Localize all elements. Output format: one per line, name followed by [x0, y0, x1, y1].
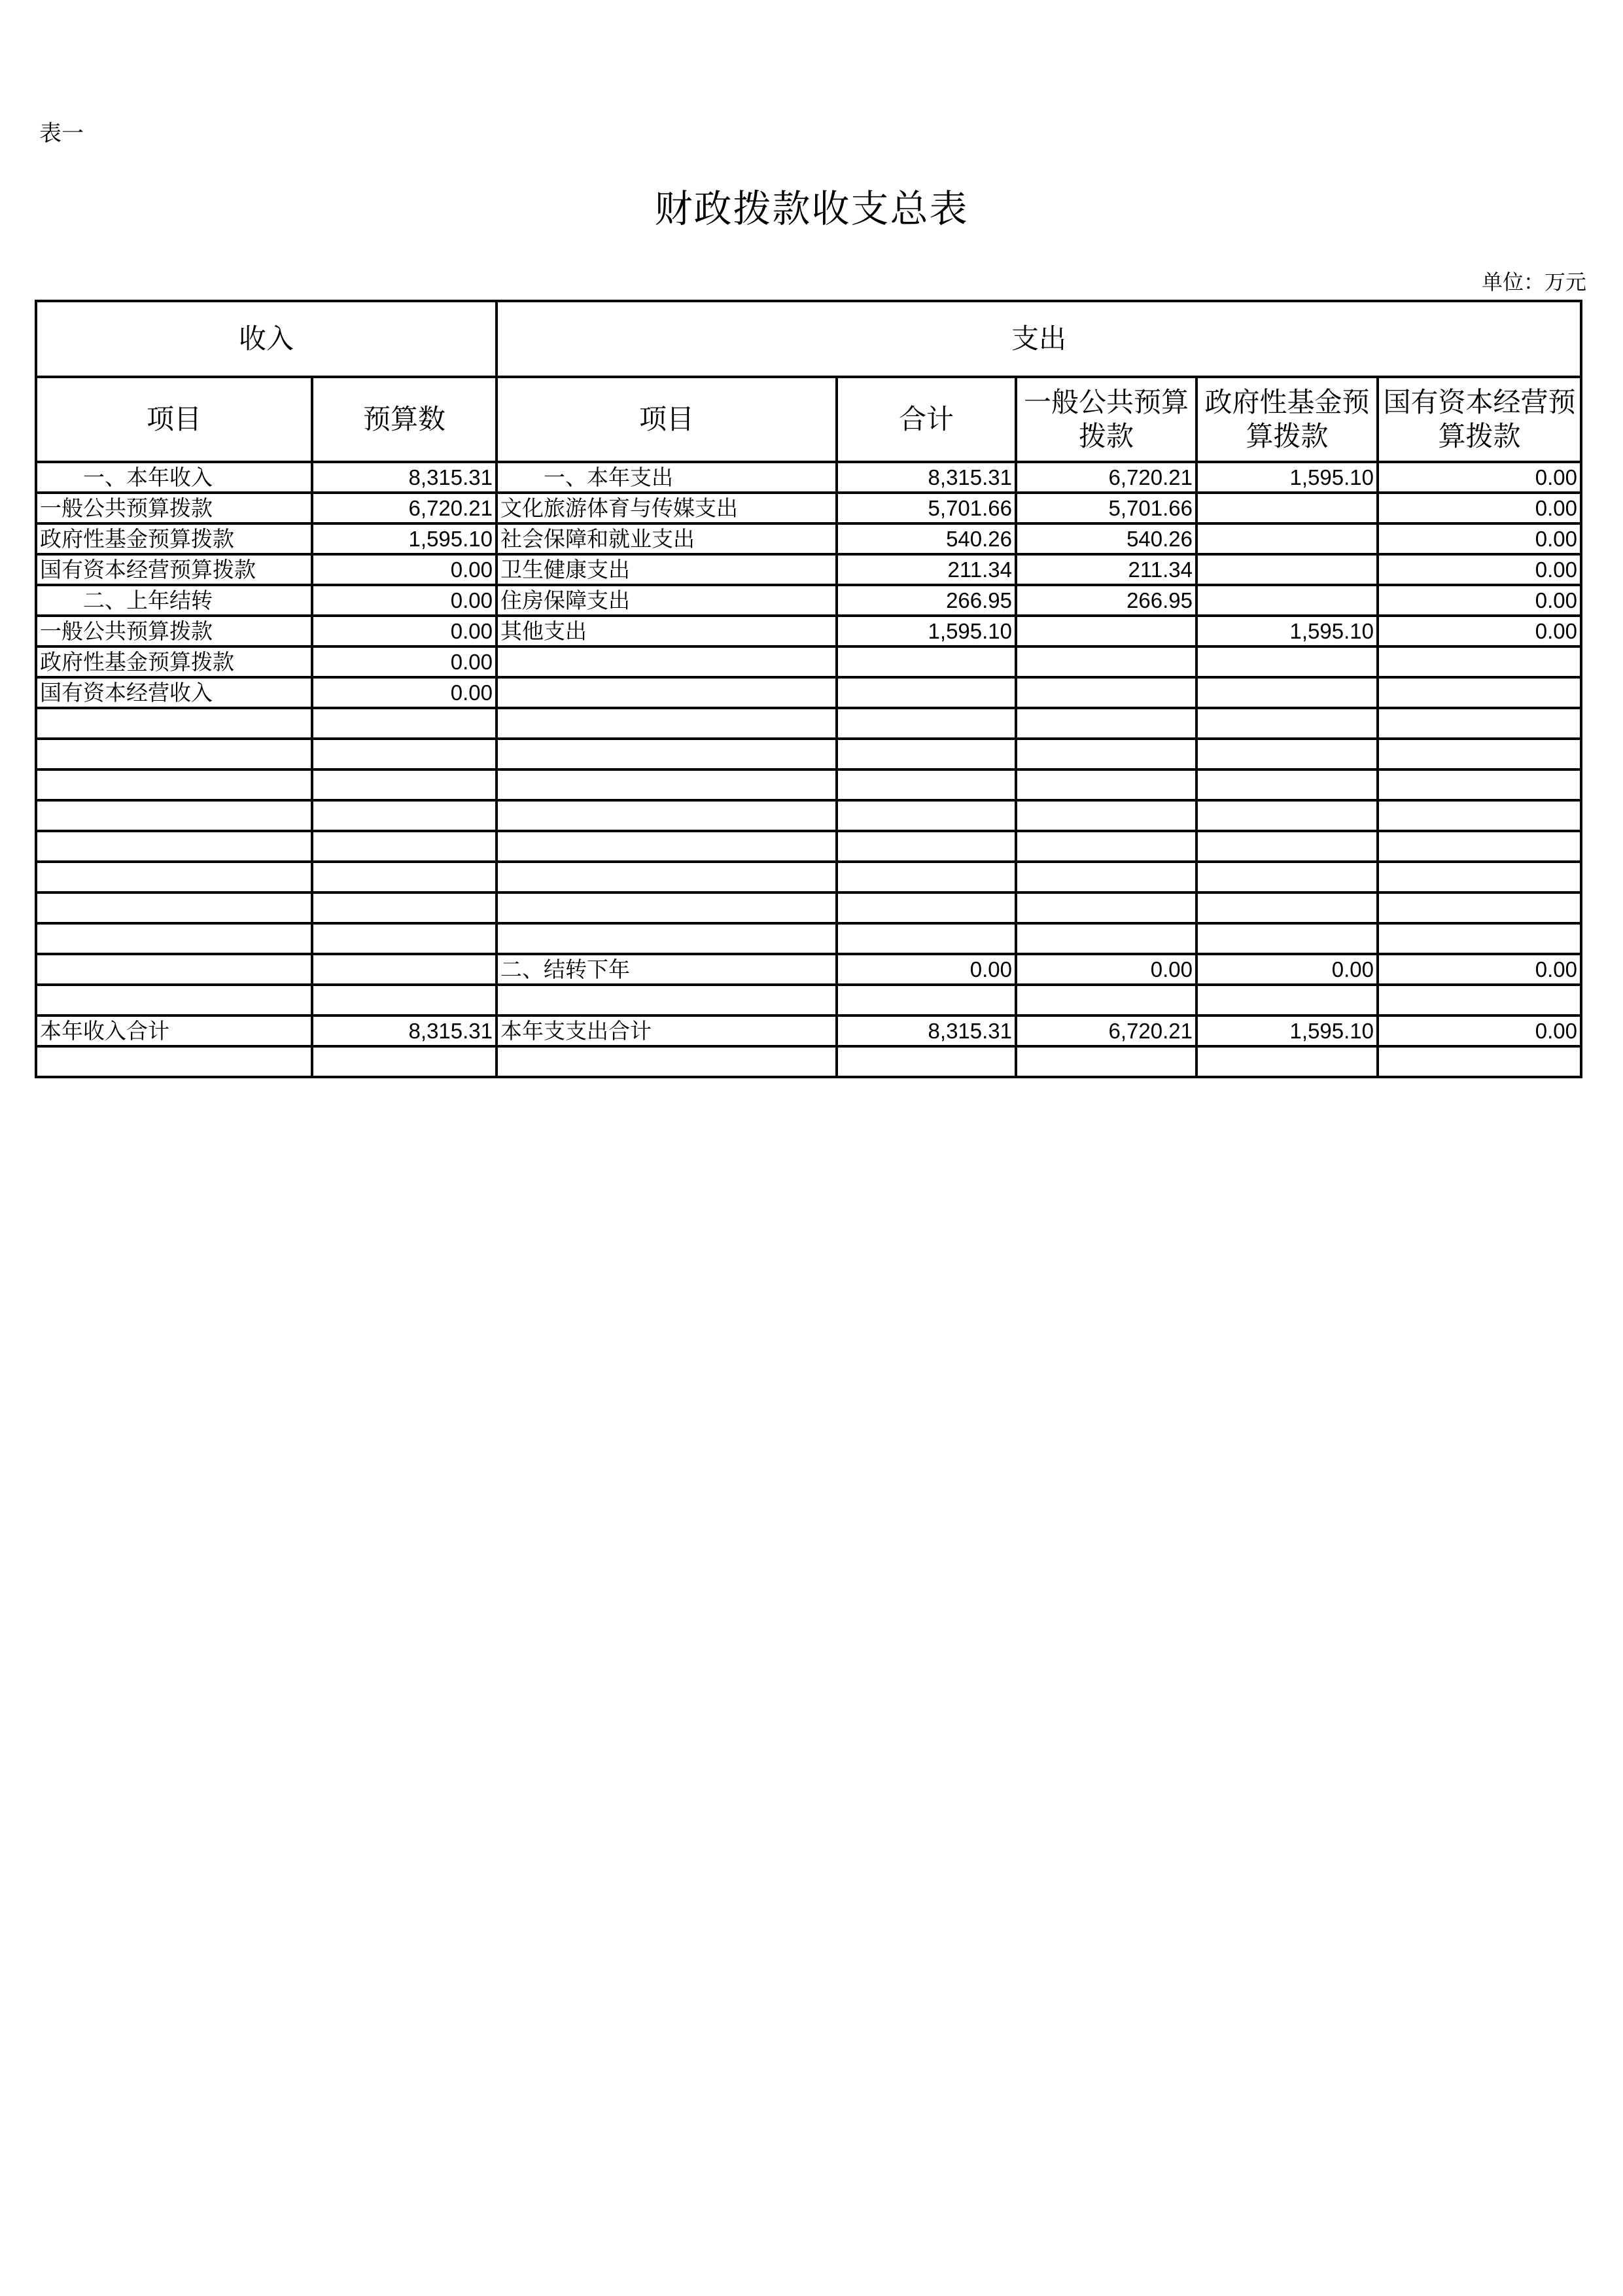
- exp-general-cell: [1016, 616, 1196, 646]
- exp-gov-fund-cell: [1196, 708, 1378, 739]
- exp-general-cell: [1016, 739, 1196, 769]
- exp-state-capital-cell: 0.00: [1378, 954, 1581, 985]
- exp-gov-fund-cell: [1196, 923, 1378, 954]
- exp-gov-fund-cell: [1196, 862, 1378, 892]
- income-budget-cell: 6,720.21: [312, 493, 497, 523]
- income-item-cell: 政府性基金预算拨款: [36, 523, 312, 554]
- income-item-cell: 二、上年结转: [36, 585, 312, 616]
- income-item-cell: 国有资本经营预算拨款: [36, 554, 312, 585]
- table-row: [36, 739, 1581, 769]
- income-item-cell: [36, 923, 312, 954]
- exp-state-capital-cell: 0.00: [1378, 616, 1581, 646]
- col-exp-state-capital-label: 国有资本经营预算拨款: [1383, 385, 1576, 452]
- table-row: [36, 708, 1581, 739]
- exp-item-cell: 本年支支出合计: [497, 1016, 837, 1046]
- income-budget-cell: 0.00: [312, 585, 497, 616]
- exp-total-cell: [837, 892, 1016, 923]
- income-budget-cell: [312, 1046, 497, 1077]
- income-item-cell: 一般公共预算拨款: [36, 616, 312, 646]
- income-item-cell: [36, 769, 312, 800]
- exp-total-cell: [837, 985, 1016, 1016]
- exp-general-cell: 211.34: [1016, 554, 1196, 585]
- exp-gov-fund-cell: [1196, 769, 1378, 800]
- exp-gov-fund-cell: [1196, 1046, 1378, 1077]
- table-row: [36, 892, 1581, 923]
- income-item-cell: 一、本年收入: [36, 462, 312, 493]
- exp-state-capital-cell: 0.00: [1378, 493, 1581, 523]
- exp-general-cell: [1016, 708, 1196, 739]
- exp-state-capital-cell: 0.00: [1378, 585, 1581, 616]
- col-income-budget: 预算数: [312, 377, 497, 462]
- income-budget-cell: [312, 769, 497, 800]
- income-budget-cell: [312, 985, 497, 1016]
- exp-state-capital-cell: [1378, 769, 1581, 800]
- exp-general-cell: 5,701.66: [1016, 493, 1196, 523]
- income-item-cell: 一般公共预算拨款: [36, 493, 312, 523]
- table-row: [36, 523, 1581, 554]
- exp-total-cell: [837, 831, 1016, 862]
- table-row: [36, 954, 1581, 985]
- exp-total-cell: 8,315.31: [837, 1016, 1016, 1046]
- table-row: [36, 616, 1581, 646]
- income-budget-cell: [312, 739, 497, 769]
- group-header-row: [36, 301, 1581, 377]
- exp-item-cell: [497, 769, 837, 800]
- exp-item-cell: 社会保障和就业支出: [497, 523, 837, 554]
- income-budget-cell: 0.00: [312, 616, 497, 646]
- exp-item-cell: [497, 892, 837, 923]
- table-row: [36, 985, 1581, 1016]
- exp-general-cell: [1016, 862, 1196, 892]
- table-row: [36, 677, 1581, 708]
- income-budget-cell: [312, 800, 497, 831]
- exp-state-capital-cell: [1378, 1046, 1581, 1077]
- income-budget-cell: 8,315.31: [312, 1016, 497, 1046]
- exp-gov-fund-cell: 1,595.10: [1196, 462, 1378, 493]
- exp-general-cell: [1016, 769, 1196, 800]
- income-budget-cell: 0.00: [312, 554, 497, 585]
- exp-general-cell: 540.26: [1016, 523, 1196, 554]
- exp-state-capital-cell: [1378, 739, 1581, 769]
- income-budget-cell: 0.00: [312, 646, 497, 677]
- exp-general-cell: [1016, 985, 1196, 1016]
- exp-total-cell: [837, 923, 1016, 954]
- exp-gov-fund-cell: [1196, 523, 1378, 554]
- table-row: [36, 1016, 1581, 1046]
- exp-general-cell: [1016, 923, 1196, 954]
- income-item-cell: 国有资本经营收入: [36, 677, 312, 708]
- income-item-cell: [36, 892, 312, 923]
- income-budget-cell: 0.00: [312, 677, 497, 708]
- exp-gov-fund-cell: [1196, 677, 1378, 708]
- exp-total-cell: [837, 739, 1016, 769]
- exp-item-cell: [497, 831, 837, 862]
- expenditure-group-header: 支出: [497, 301, 1581, 377]
- col-exp-total: 合计: [837, 377, 1016, 462]
- col-exp-general: [1016, 377, 1196, 462]
- table-row: [36, 493, 1581, 523]
- exp-state-capital-cell: [1378, 923, 1581, 954]
- exp-general-cell: 6,720.21: [1016, 462, 1196, 493]
- col-exp-state-capital: [1378, 377, 1581, 462]
- exp-total-cell: 540.26: [837, 523, 1016, 554]
- exp-item-cell: [497, 862, 837, 892]
- exp-state-capital-cell: [1378, 862, 1581, 892]
- exp-state-capital-cell: 0.00: [1378, 1016, 1581, 1046]
- table-row: [36, 646, 1581, 677]
- exp-state-capital-cell: [1378, 800, 1581, 831]
- exp-item-cell: [497, 800, 837, 831]
- income-budget-cell: [312, 831, 497, 862]
- income-item-cell: 政府性基金预算拨款: [36, 646, 312, 677]
- income-item-cell: [36, 708, 312, 739]
- exp-general-cell: [1016, 646, 1196, 677]
- exp-general-cell: [1016, 800, 1196, 831]
- exp-state-capital-cell: [1378, 708, 1581, 739]
- table-row: [36, 923, 1581, 954]
- col-exp-item: 项目: [497, 377, 837, 462]
- exp-gov-fund-cell: [1196, 985, 1378, 1016]
- table-row: [36, 800, 1581, 831]
- exp-total-cell: 211.34: [837, 554, 1016, 585]
- exp-total-cell: [837, 1046, 1016, 1077]
- exp-item-cell: [497, 708, 837, 739]
- exp-item-cell: [497, 1046, 837, 1077]
- income-group-header: 收入: [36, 301, 497, 377]
- exp-total-cell: [837, 862, 1016, 892]
- income-budget-cell: [312, 923, 497, 954]
- exp-item-cell: [497, 739, 837, 769]
- table-row: [36, 769, 1581, 800]
- exp-state-capital-cell: [1378, 646, 1581, 677]
- exp-state-capital-cell: [1378, 892, 1581, 923]
- table-row: [36, 831, 1581, 862]
- exp-state-capital-cell: [1378, 831, 1581, 862]
- income-item-cell: [36, 954, 312, 985]
- exp-state-capital-cell: 0.00: [1378, 554, 1581, 585]
- table-row: [36, 1046, 1581, 1077]
- col-exp-gov-fund-label: 政府性基金预算拨款: [1204, 385, 1370, 452]
- exp-item-cell: 二、结转下年: [497, 954, 837, 985]
- exp-item-cell: [497, 923, 837, 954]
- exp-total-cell: 8,315.31: [837, 462, 1016, 493]
- exp-total-cell: 5,701.66: [837, 493, 1016, 523]
- exp-item-cell: 一、本年支出: [497, 462, 837, 493]
- col-exp-general-label: 一般公共预算拨款: [1024, 385, 1189, 452]
- exp-gov-fund-cell: 1,595.10: [1196, 1016, 1378, 1046]
- exp-item-cell: 卫生健康支出: [497, 554, 837, 585]
- income-item-cell: [36, 739, 312, 769]
- income-item-cell: [36, 1046, 312, 1077]
- exp-item-cell: [497, 677, 837, 708]
- exp-state-capital-cell: 0.00: [1378, 462, 1581, 493]
- exp-item-cell: 文化旅游体育与传媒支出: [497, 493, 837, 523]
- income-budget-cell: 8,315.31: [312, 462, 497, 493]
- exp-general-cell: [1016, 831, 1196, 862]
- exp-gov-fund-cell: [1196, 646, 1378, 677]
- unit-label: 单位：万元: [1481, 270, 1586, 294]
- exp-general-cell: [1016, 677, 1196, 708]
- exp-general-cell: [1016, 892, 1196, 923]
- exp-gov-fund-cell: 0.00: [1196, 954, 1378, 985]
- exp-gov-fund-cell: [1196, 800, 1378, 831]
- exp-total-cell: 266.95: [837, 585, 1016, 616]
- income-item-cell: [36, 862, 312, 892]
- income-item-cell: [36, 985, 312, 1016]
- income-item-cell: [36, 800, 312, 831]
- exp-total-cell: [837, 677, 1016, 708]
- exp-gov-fund-cell: [1196, 831, 1378, 862]
- table-row: [36, 554, 1581, 585]
- exp-gov-fund-cell: [1196, 739, 1378, 769]
- table-label: 表一: [39, 120, 84, 147]
- income-budget-cell: [312, 892, 497, 923]
- income-item-cell: [36, 831, 312, 862]
- column-header-row: [36, 377, 1581, 462]
- income-budget-cell: [312, 708, 497, 739]
- table-row: [36, 862, 1581, 892]
- income-budget-cell: [312, 862, 497, 892]
- exp-total-cell: 0.00: [837, 954, 1016, 985]
- exp-state-capital-cell: [1378, 677, 1581, 708]
- exp-state-capital-cell: [1378, 985, 1581, 1016]
- exp-item-cell: 其他支出: [497, 616, 837, 646]
- exp-gov-fund-cell: [1196, 493, 1378, 523]
- table-row: [36, 462, 1581, 493]
- income-budget-cell: 1,595.10: [312, 523, 497, 554]
- table-row: [36, 585, 1581, 616]
- exp-gov-fund-cell: [1196, 892, 1378, 923]
- exp-gov-fund-cell: [1196, 554, 1378, 585]
- exp-item-cell: [497, 985, 837, 1016]
- exp-gov-fund-cell: [1196, 585, 1378, 616]
- exp-item-cell: [497, 646, 837, 677]
- budget-summary-table: [35, 300, 1582, 1078]
- exp-item-cell: 住房保障支出: [497, 585, 837, 616]
- income-item-cell: 本年收入合计: [36, 1016, 312, 1046]
- exp-general-cell: 0.00: [1016, 954, 1196, 985]
- exp-gov-fund-cell: 1,595.10: [1196, 616, 1378, 646]
- col-income-item: 项目: [36, 377, 312, 462]
- exp-total-cell: [837, 708, 1016, 739]
- exp-total-cell: 1,595.10: [837, 616, 1016, 646]
- exp-total-cell: [837, 646, 1016, 677]
- table-body: [36, 462, 1581, 1077]
- exp-general-cell: 266.95: [1016, 585, 1196, 616]
- exp-state-capital-cell: 0.00: [1378, 523, 1581, 554]
- income-budget-cell: [312, 954, 497, 985]
- page-title: 财政拨款收支总表: [654, 186, 969, 231]
- exp-total-cell: [837, 800, 1016, 831]
- exp-total-cell: [837, 769, 1016, 800]
- col-exp-gov-fund: [1196, 377, 1378, 462]
- exp-general-cell: [1016, 1046, 1196, 1077]
- exp-general-cell: 6,720.21: [1016, 1016, 1196, 1046]
